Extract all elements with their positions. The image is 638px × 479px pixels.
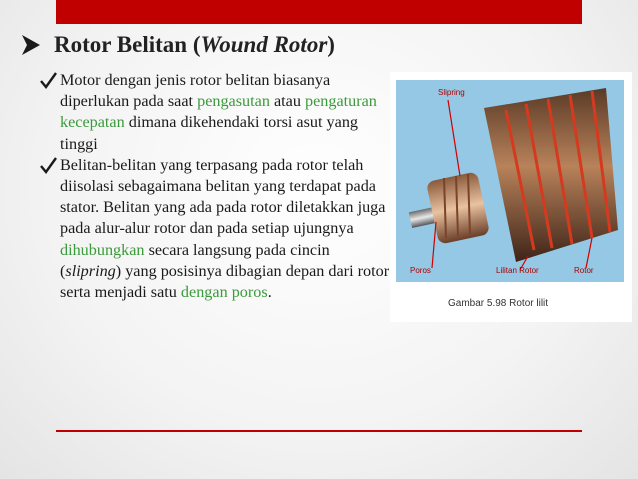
- arrow-bullet-icon: [22, 35, 40, 55]
- rotor-illustration: [396, 80, 624, 282]
- bullet-item-1: [40, 70, 390, 155]
- text-segment: Belitan-belitan yang terpasang pada rotor telah diisolasi sebagaimana belitan yang terdapat pada stator. Belitan yang ada pada rotor diletakkan juga pada alur-alur rotor dan pada setiap ujungnya: [60, 155, 386, 238]
- top-accent-bar: [56, 0, 582, 24]
- label-rotor: Rotor: [574, 266, 594, 275]
- text-segment: .: [267, 283, 272, 302]
- text-segment: Motor dengan jenis rotor belitan biasanya diperlukan pada saat: [60, 71, 331, 111]
- text-segment-highlight: pengasutan: [197, 92, 270, 111]
- checkmark-icon: [40, 155, 57, 175]
- text-segment-italic: slipring: [65, 261, 116, 280]
- text-segment: ) yang posisinya dibagian depan dari rotor serta menjadi satu: [60, 261, 390, 302]
- bullet-text-2: [60, 156, 389, 301]
- checkmark-icon: [40, 70, 57, 90]
- figure-caption: Gambar 5.98 Rotor lilit: [448, 298, 549, 309]
- bullet-item-2: [40, 155, 390, 303]
- rotor-photo: [396, 80, 624, 282]
- text-segment-highlight: dengan poros: [180, 283, 268, 302]
- bullet-text-1: [60, 71, 377, 153]
- label-slipring: Slipring: [438, 88, 465, 97]
- title-text-italic: Wound Rotor: [200, 32, 328, 57]
- rotor-figure: [390, 72, 632, 322]
- text-segment-highlight: pengaturan kecepatan: [60, 92, 377, 132]
- text-segment: atau: [269, 92, 305, 111]
- bullet-list: [40, 70, 390, 303]
- title-text-prefix: Rotor Belitan (: [54, 32, 201, 57]
- label-poros: Poros: [410, 266, 431, 275]
- bottom-accent-line: [56, 430, 582, 432]
- text-segment-highlight: dihubungkan: [60, 240, 145, 259]
- text-segment: secara langsung pada cincin (: [60, 240, 330, 280]
- label-lilitan-rotor: Lilitan Rotor: [496, 266, 539, 275]
- slide-title: [22, 28, 335, 62]
- title-text-suffix: ): [327, 32, 335, 57]
- text-segment: dimana dikehendaki torsi asut yang tinggi: [60, 113, 359, 153]
